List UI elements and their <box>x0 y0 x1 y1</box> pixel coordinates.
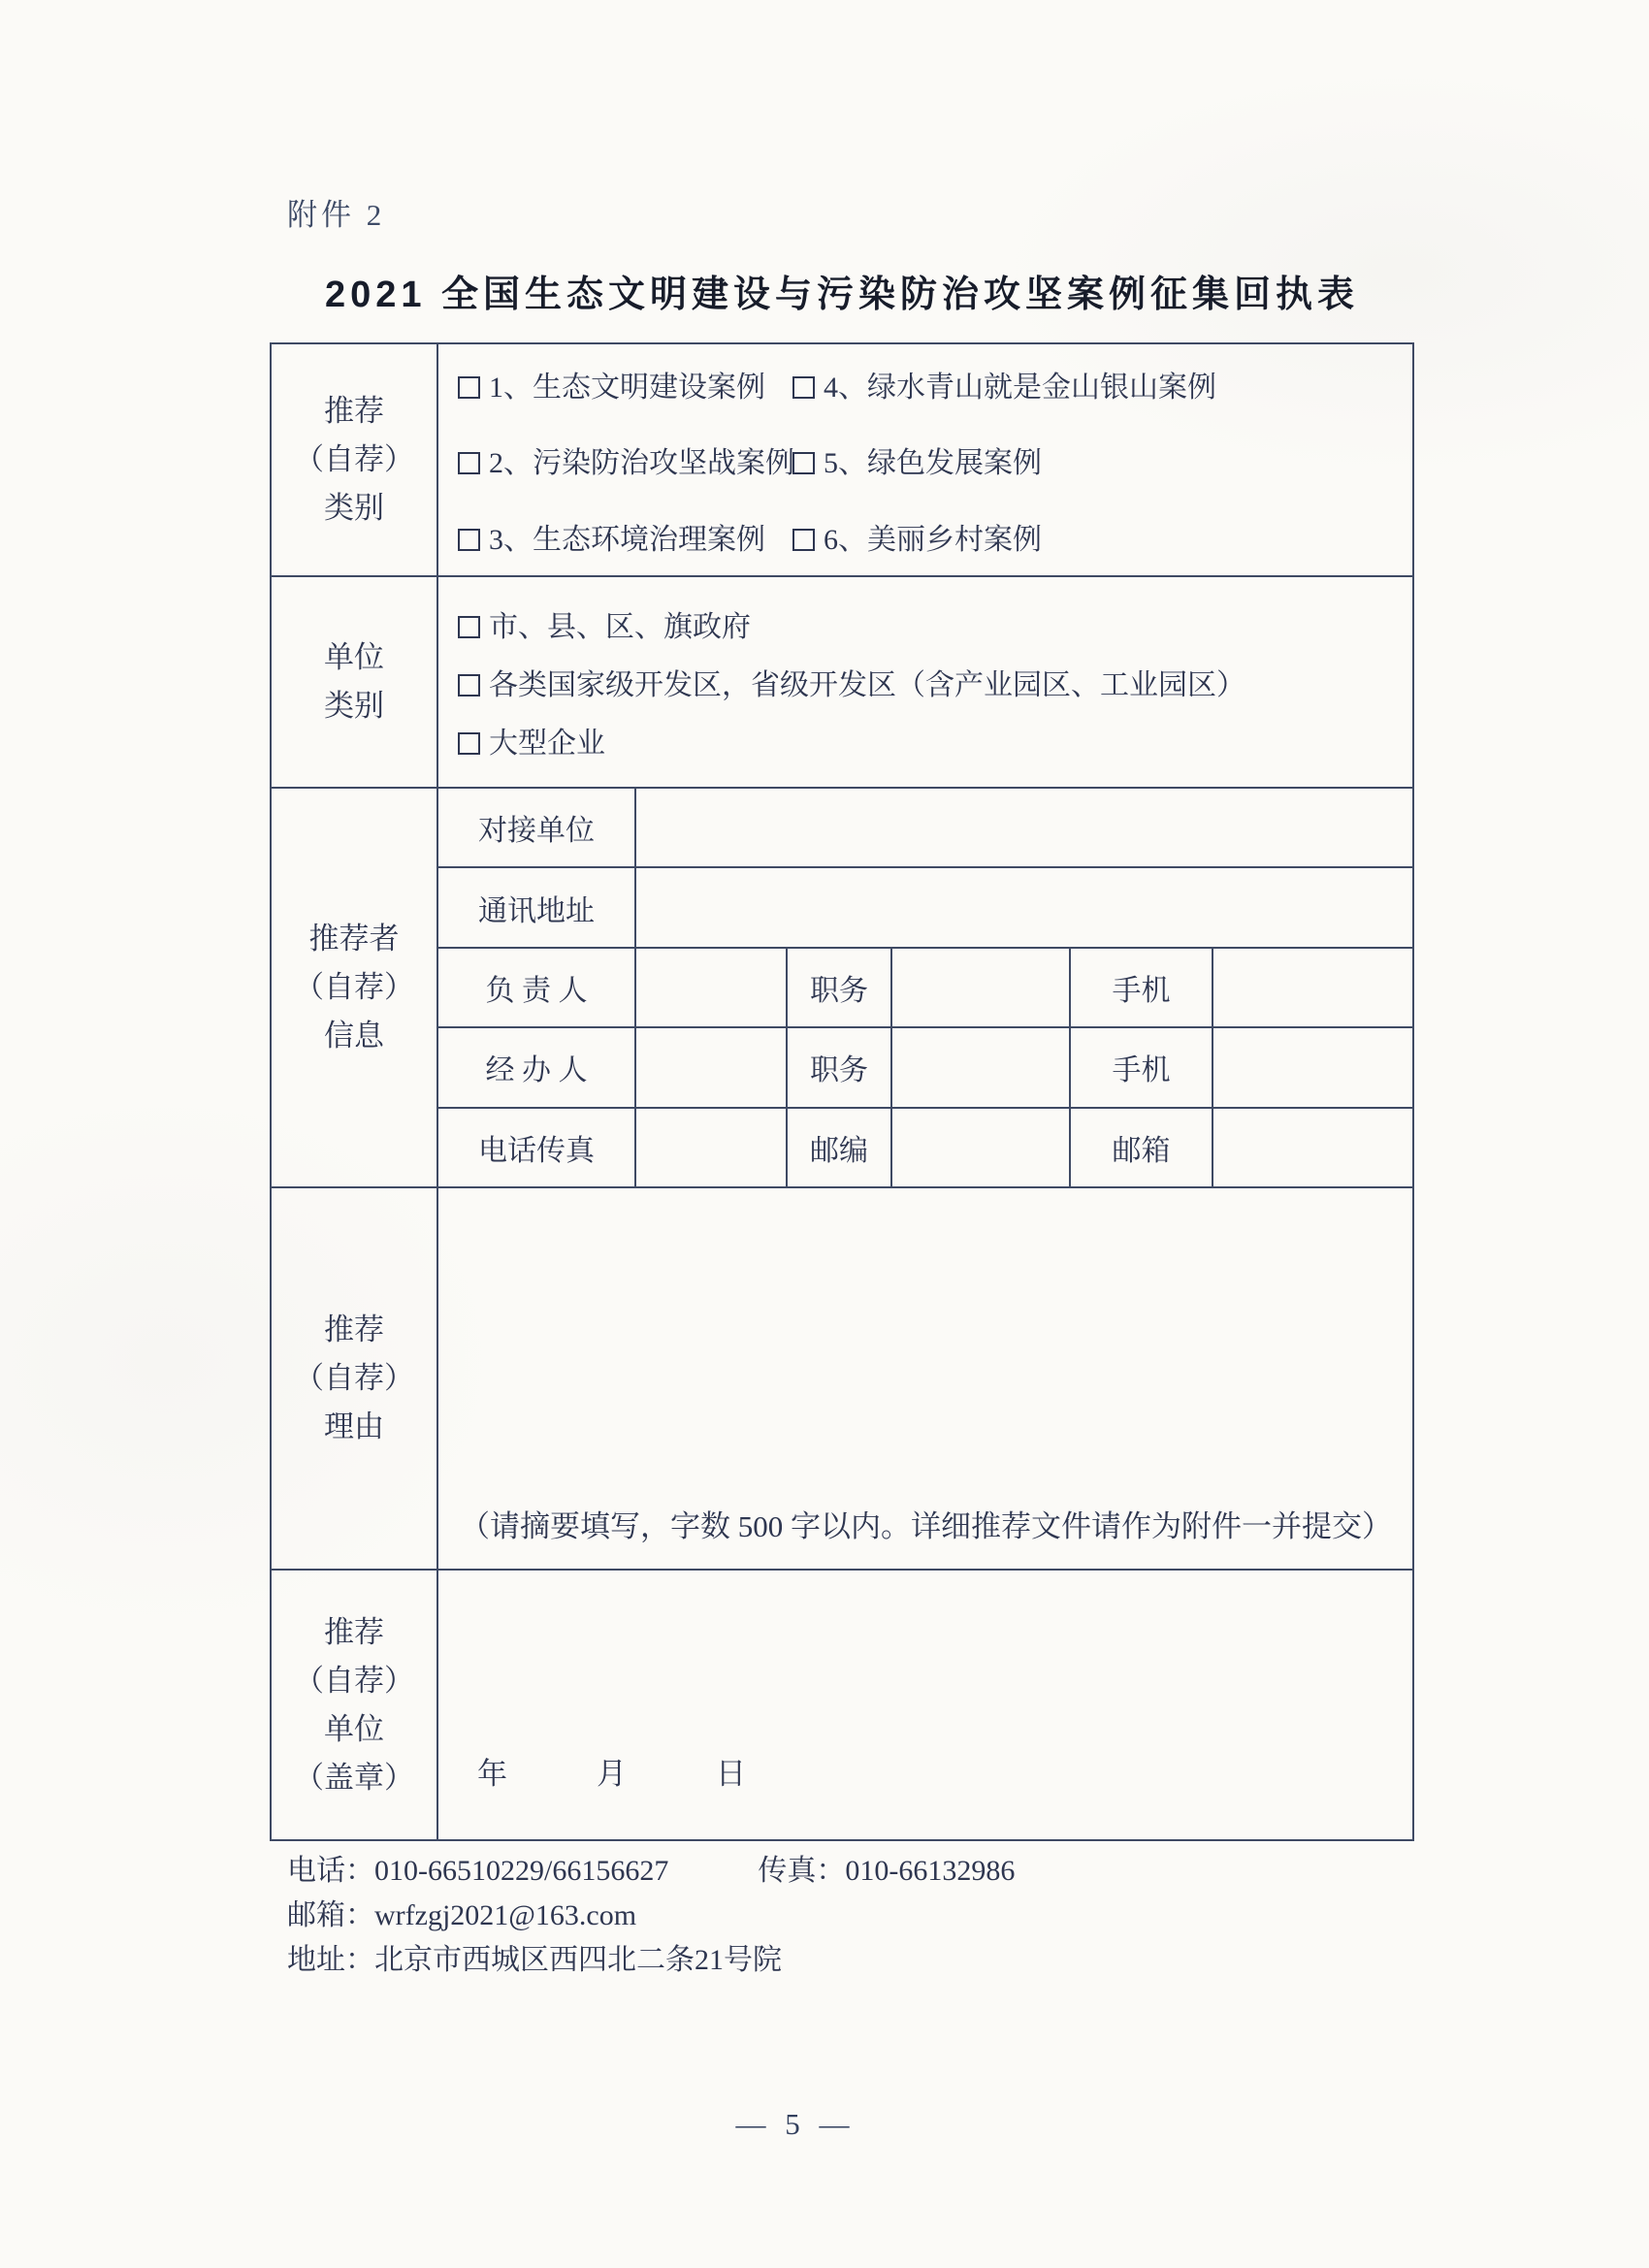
option-label: 5、绿色发展案例 <box>824 447 1042 479</box>
checkbox-icon[interactable] <box>792 452 815 474</box>
category-option-5 <box>792 438 1403 481</box>
contact-unit-label: 对接单位 <box>478 815 595 848</box>
category-option-6 <box>792 515 1403 558</box>
handler-position-input[interactable] <box>890 1028 1069 1106</box>
handler-mobile-label: 手机 <box>1069 1028 1212 1106</box>
handler-position-label: 职务 <box>786 1028 890 1106</box>
option-label: 4、绿水青山就是金山银山案例 <box>824 371 1216 404</box>
table-row <box>438 947 1412 1026</box>
label-line: 推荐 <box>324 394 384 428</box>
category-option-1 <box>458 363 792 405</box>
reason-input-area[interactable] <box>436 1188 1412 1569</box>
unit-type-option-enterprise <box>458 719 1403 761</box>
label-line: 单位 <box>324 640 384 674</box>
stamp-area[interactable] <box>436 1571 1412 1839</box>
form-table <box>270 342 1414 1841</box>
label-line: 信息 <box>324 1019 384 1053</box>
date-day-label: 日 <box>716 1757 746 1791</box>
reason-row <box>272 1186 1412 1569</box>
label-line: 推荐 <box>324 1312 384 1346</box>
checkbox-icon[interactable] <box>458 674 480 697</box>
checkbox-icon[interactable] <box>792 529 815 551</box>
position-input[interactable] <box>890 949 1069 1026</box>
unit-type-option-devzone <box>458 661 1403 703</box>
table-row <box>438 1107 1412 1186</box>
handler-mobile-input[interactable] <box>1212 1028 1412 1106</box>
category-options-grid <box>438 344 1412 575</box>
mobile-input[interactable] <box>1212 949 1412 1026</box>
option-label: 市、县、区、旗政府 <box>489 611 751 643</box>
mailing-address-input[interactable] <box>634 868 1412 946</box>
unit-type-row-label <box>272 577 436 787</box>
date-year-label: 年 <box>477 1757 507 1791</box>
address-label: 地址： <box>287 1944 374 1976</box>
phone-value: 010-66510229/66156627 <box>374 1855 669 1887</box>
unit-type-row <box>272 575 1412 787</box>
handler-label: 经 办 人 <box>485 1054 588 1087</box>
category-option-2 <box>458 438 792 481</box>
table-row <box>438 789 1412 866</box>
label-line: （自荐） <box>294 970 414 1004</box>
label-line: （自荐） <box>294 1663 414 1698</box>
person-in-charge-input[interactable] <box>634 949 786 1026</box>
option-label: 3、生态环境治理案例 <box>489 523 765 556</box>
mobile-label: 手机 <box>1069 949 1212 1026</box>
category-option-3 <box>458 515 792 558</box>
contact-unit-input[interactable] <box>634 789 1412 866</box>
handler-input[interactable] <box>634 1028 786 1106</box>
position-label: 职务 <box>786 949 890 1026</box>
label-line: （自荐） <box>294 442 414 476</box>
label-line: （自荐） <box>294 1361 414 1395</box>
label-line: （盖章） <box>294 1760 414 1795</box>
category-row-label <box>272 344 436 575</box>
option-label: 6、美丽乡村案例 <box>824 523 1042 556</box>
email-label: 邮箱 <box>1069 1109 1212 1186</box>
unit-type-options-cell <box>436 577 1412 787</box>
checkbox-icon[interactable] <box>458 616 480 638</box>
mailing-address-label: 通讯地址 <box>478 894 595 927</box>
label-line: 理由 <box>324 1409 384 1443</box>
category-row <box>272 344 1412 575</box>
address-value: 北京市西城区西四北二条21号院 <box>374 1944 782 1976</box>
attachment-label: 附件 2 <box>287 198 386 232</box>
fax-label: 传真： <box>758 1855 846 1887</box>
category-option-4 <box>792 363 1403 405</box>
table-row <box>438 866 1412 946</box>
fax-value: 010-66132986 <box>845 1855 1016 1887</box>
label-line: 类别 <box>324 491 384 525</box>
postal-code-input[interactable] <box>890 1109 1069 1186</box>
person-in-charge-label: 负 责 人 <box>485 975 588 1008</box>
checkbox-icon[interactable] <box>458 452 480 474</box>
stamp-row-label <box>272 1571 436 1839</box>
page-number: — 5 — <box>735 2107 856 2141</box>
category-options-cell <box>436 344 1412 575</box>
unit-type-options-list <box>438 577 1412 787</box>
option-label: 2、污染防治攻坚战案例 <box>489 447 794 479</box>
page-title: 2021 全国生态文明建设与污染防治攻坚案例征集回执表 <box>324 275 1360 315</box>
phone-fax-input[interactable] <box>634 1109 786 1186</box>
label-line: 单位 <box>324 1711 384 1746</box>
table-row <box>438 1026 1412 1106</box>
stamp-row <box>272 1569 1412 1839</box>
checkbox-icon[interactable] <box>458 732 480 755</box>
option-label: 大型企业 <box>489 728 605 760</box>
email-input[interactable] <box>1212 1109 1412 1186</box>
email-footer-label: 邮箱： <box>287 1899 374 1931</box>
label-line: 类别 <box>324 689 384 723</box>
checkbox-icon[interactable] <box>458 529 480 551</box>
date-month-label: 月 <box>597 1757 627 1791</box>
phone-fax-label: 电话传真 <box>478 1134 595 1167</box>
footer-contact-info <box>287 1849 1015 1983</box>
email-footer-value: wrfzgj2021@163.com <box>374 1899 637 1931</box>
recommender-info-row <box>272 787 1412 1186</box>
date-line <box>477 1749 1412 1793</box>
checkbox-icon[interactable] <box>792 376 815 399</box>
unit-type-option-government <box>458 602 1403 645</box>
label-line: 推荐 <box>324 1614 384 1649</box>
reason-note: （请摘要填写，字数 500 字以内。详细推荐文件请作为附件一并提交） <box>460 1509 1392 1544</box>
footer-email-line <box>287 1894 1015 1938</box>
footer-address-line <box>287 1938 1015 1983</box>
checkbox-icon[interactable] <box>458 376 480 399</box>
phone-label: 电话： <box>287 1855 374 1887</box>
postal-code-label: 邮编 <box>786 1109 890 1186</box>
recommender-info-label <box>272 789 436 1186</box>
footer-phone-line <box>287 1849 1015 1894</box>
label-line: 推荐者 <box>308 922 400 956</box>
option-label: 各类国家级开发区，省级开发区（含产业园区、工业园区） <box>489 669 1245 701</box>
recommender-info-table <box>436 789 1412 1186</box>
reason-row-label <box>272 1188 436 1569</box>
option-label: 1、生态文明建设案例 <box>489 371 765 404</box>
